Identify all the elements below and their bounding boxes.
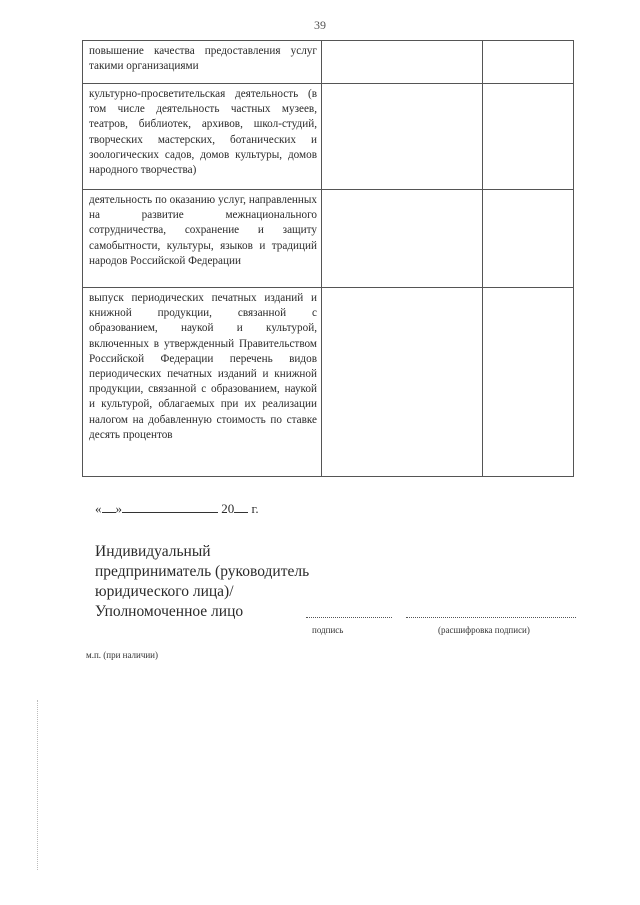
table-cell-empty bbox=[483, 190, 574, 288]
table-cell-empty bbox=[483, 41, 574, 84]
signature-decoding-caption: (расшифровка подписи) bbox=[438, 625, 530, 635]
year-prefix: 20 bbox=[221, 501, 235, 516]
month-blank bbox=[122, 500, 218, 513]
table-row bbox=[83, 41, 574, 84]
signer-title: Индивидуальный предприниматель (руководитель юридического лица)/Уполномоченное лицо bbox=[95, 543, 310, 620]
table-cell-activity: выпуск периодических печатных изданий и книжной продукции, связанной с образованием, наукой и культурой, включенных в утвержденный Правительством Российской Федерации перечень видов периодических печатных изданий и книжной продукции, связанной с образованием, наукой и культурой, облагаемых при их реализации налогом на добавленную стоимость по ставке десять процентов bbox=[83, 288, 322, 477]
stamp-note: м.п. (при наличии) bbox=[86, 650, 158, 660]
table-row bbox=[83, 288, 574, 477]
date-close-quote: » bbox=[115, 501, 122, 516]
signature-decoding-line bbox=[406, 617, 576, 618]
year-blank bbox=[234, 500, 248, 513]
table-cell-empty bbox=[322, 288, 483, 477]
table-cell-activity: деятельность по оказанию услуг, направленных на развитие межнационального сотрудничества, сохранение и защиту самобытности, культуры, языков и традиций народов Российской Федерации bbox=[83, 190, 322, 288]
table-cell-empty bbox=[322, 190, 483, 288]
table-cell-activity: культурно-просветительская деятельность (в том числе деятельность частных музеев, театров, библиотек, архивов, школ-студий, творческих мастерских, ботанических и зоологических садов, домов культуры, домов народного творчества) bbox=[83, 84, 322, 190]
year-suffix: г. bbox=[251, 501, 259, 516]
table-row bbox=[83, 84, 574, 190]
date-line bbox=[95, 500, 259, 517]
table-row bbox=[83, 190, 574, 288]
table-cell-empty bbox=[322, 41, 483, 84]
date-open-quote: « bbox=[95, 501, 102, 516]
page-number: 39 bbox=[314, 18, 326, 32]
table-cell-empty bbox=[322, 84, 483, 190]
activity-table bbox=[82, 40, 574, 477]
table-cell-empty bbox=[483, 84, 574, 190]
table-cell-empty bbox=[483, 288, 574, 477]
table-cell-activity: повышение качества предоставления услуг такими организациями bbox=[83, 41, 322, 84]
signature-line bbox=[306, 617, 392, 618]
margin-dotted-line bbox=[37, 700, 38, 870]
day-blank bbox=[102, 500, 116, 513]
signature-caption: подпись bbox=[312, 625, 344, 635]
